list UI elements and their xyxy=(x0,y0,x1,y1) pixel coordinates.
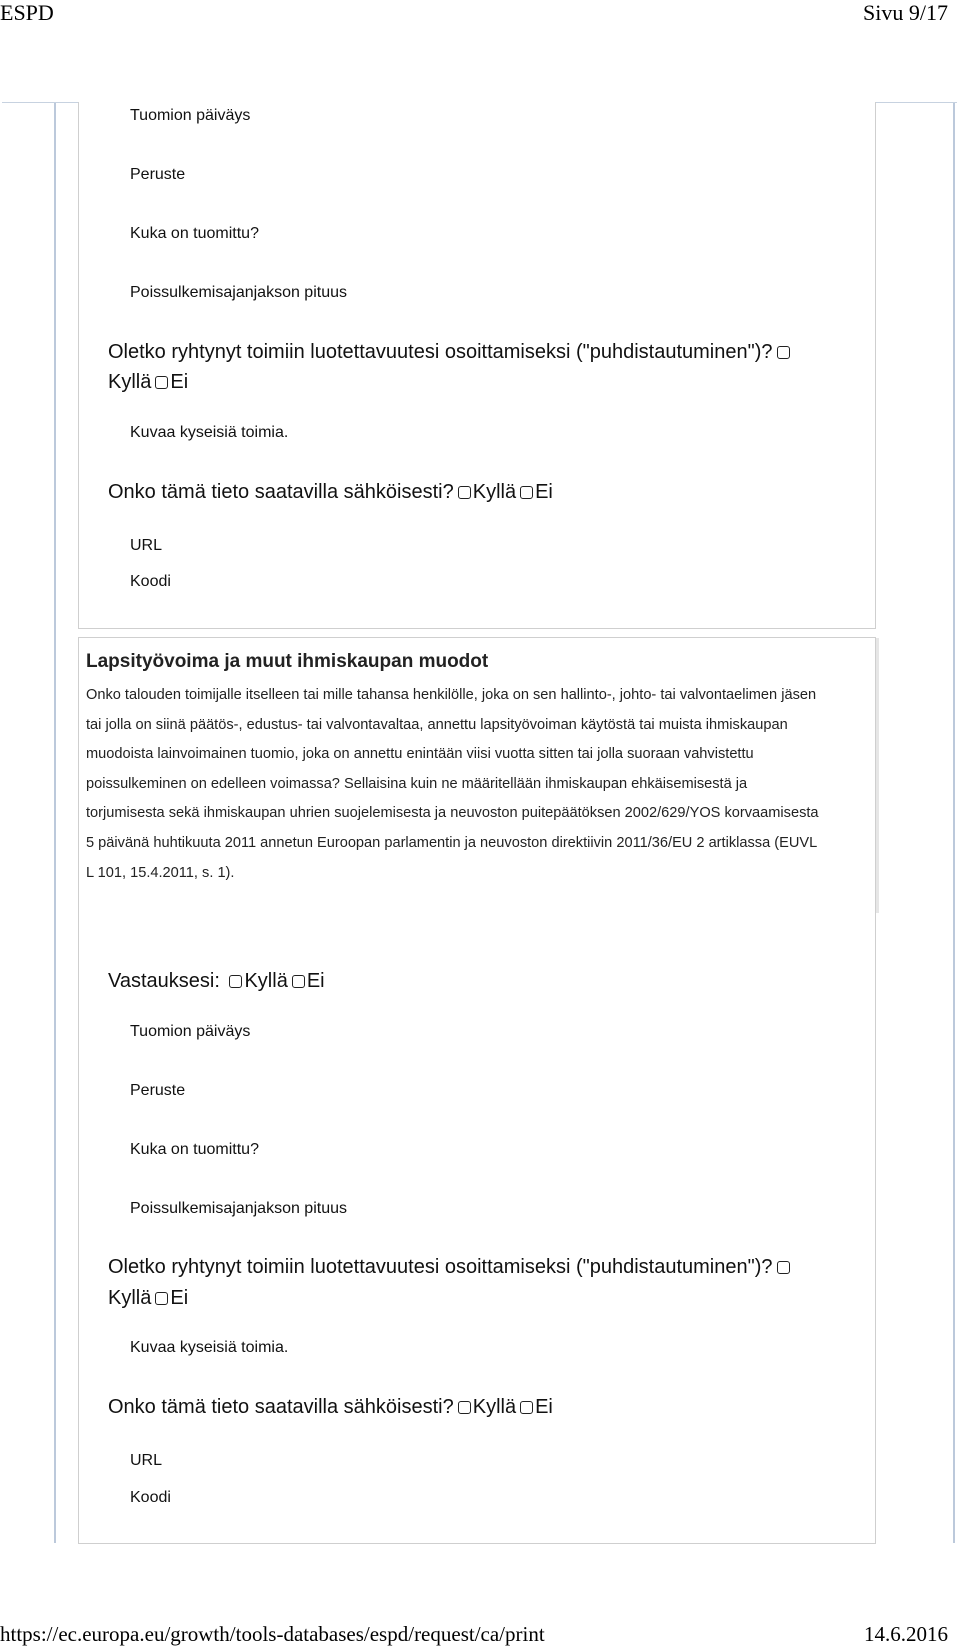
self-cleaning-yes-checkbox[interactable] xyxy=(777,346,790,359)
self-cleaning-yes-checkbox[interactable] xyxy=(777,1261,790,1274)
exclusion-length-label: Poissulkemisajanjakson pituus xyxy=(130,284,347,301)
grounds-label: Peruste xyxy=(130,1082,186,1099)
previous-answer-panel xyxy=(78,102,876,629)
header-title: ESPD xyxy=(0,0,54,25)
electronic-availability-question: Onko tämä tieto saatavilla sähköisesti? Kyllä Ei xyxy=(108,481,553,503)
who-convicted-label: Kuka on tuomittu? xyxy=(130,1141,259,1158)
electronic-no-checkbox[interactable] xyxy=(520,486,533,499)
answer-yes-checkbox[interactable] xyxy=(229,975,242,988)
self-cleaning-options xyxy=(108,371,188,394)
describe-measures-label: Kuvaa kyseisiä toimia. xyxy=(130,424,289,441)
self-cleaning-no-label: Ei xyxy=(170,371,189,393)
self-cleaning-yes-label: Kyllä xyxy=(108,1287,152,1309)
electronic-yes-label: Kyllä xyxy=(472,481,517,503)
answer-no-label: Ei xyxy=(306,970,325,992)
self-cleaning-no-checkbox[interactable] xyxy=(155,1292,168,1305)
self-cleaning-no-label: Ei xyxy=(170,1287,189,1309)
self-cleaning-question: Oletko ryhtynyt toimiin luotettavuutesi osoittamiseksi ("puhdistautuminen")? xyxy=(108,1256,792,1279)
electronic-yes-checkbox[interactable] xyxy=(458,1401,471,1414)
answer-no-checkbox[interactable] xyxy=(292,975,305,988)
self-cleaning-question: Oletko ryhtynyt toimiin luotettavuutesi osoittamiseksi ("puhdistautuminen")? xyxy=(108,341,792,364)
electronic-no-label: Ei xyxy=(535,481,553,503)
who-convicted-label: Kuka on tuomittu? xyxy=(130,225,259,242)
conviction-date-label: Tuomion päiväys xyxy=(130,107,251,124)
section-question: Onko talouden toimijalle itselleen tai mille tahansa henkilölle, joka on sen hallinto-, johto- tai valvontaelimen jäsen tai jolla on siinä päätös-, edustus- tai valvontavaltaa, annettu lapsityövoiman käytöstä tai muista ihmiskaupan muodoista lainvoimainen tuomio, joka on annettu enintään viisi vuotta sitten tai jolla suoraan vahvistettu poissulkeminen on edelleen voimassa? Sellaisina kuin ne määritellään ihmiskaupan ehkäisemisestä ja torjumisesta sekä ihmiskaupan uhrien suojelemisesta ja neuvoston puitepäätöksen 2002/629/YOS korvaamisesta 5 päivänä huhtikuuta 2011 annetun Euroopan parlamentin ja neuvoston direktiivin 2011/36/EU 2 artiklassa (EUVL L 101, 15.4.2011, s. 1). xyxy=(86,687,819,881)
exclusion-length-label: Poissulkemisajanjakson pituus xyxy=(130,1200,347,1217)
answers-label: Vastauksesi: xyxy=(108,970,220,992)
self-cleaning-options xyxy=(108,1287,188,1310)
electronic-no-checkbox[interactable] xyxy=(520,1401,533,1414)
electronic-availability-question: Onko tämä tieto saatavilla sähköisesti? Kyllä Ei xyxy=(108,1396,553,1418)
url-label: URL xyxy=(130,537,163,554)
describe-measures-label: Kuvaa kyseisiä toimia. xyxy=(130,1339,289,1356)
page-number: Sivu 9/17 xyxy=(863,0,948,25)
electronic-yes-label: Kyllä xyxy=(472,1396,517,1418)
answer-yes-label: Kyllä xyxy=(244,970,288,992)
conviction-date-label: Tuomion päiväys xyxy=(130,1023,251,1040)
footer-date: 14.6.2016 xyxy=(864,1622,948,1646)
grounds-label: Peruste xyxy=(130,166,186,183)
answers-row xyxy=(108,970,325,993)
code-label: Koodi xyxy=(130,1489,171,1506)
electronic-yes-checkbox[interactable] xyxy=(458,486,471,499)
self-cleaning-yes-label: Kyllä xyxy=(108,371,152,393)
footer-url: https://ec.europa.eu/growth/tools-databases/espd/request/ca/print xyxy=(0,1622,545,1646)
self-cleaning-no-checkbox[interactable] xyxy=(155,376,168,389)
code-label: Koodi xyxy=(130,573,171,590)
electronic-no-label: Ei xyxy=(535,1396,553,1418)
section-title: Lapsityövoima ja muut ihmiskaupan muodot xyxy=(86,651,489,672)
url-label: URL xyxy=(130,1452,163,1469)
